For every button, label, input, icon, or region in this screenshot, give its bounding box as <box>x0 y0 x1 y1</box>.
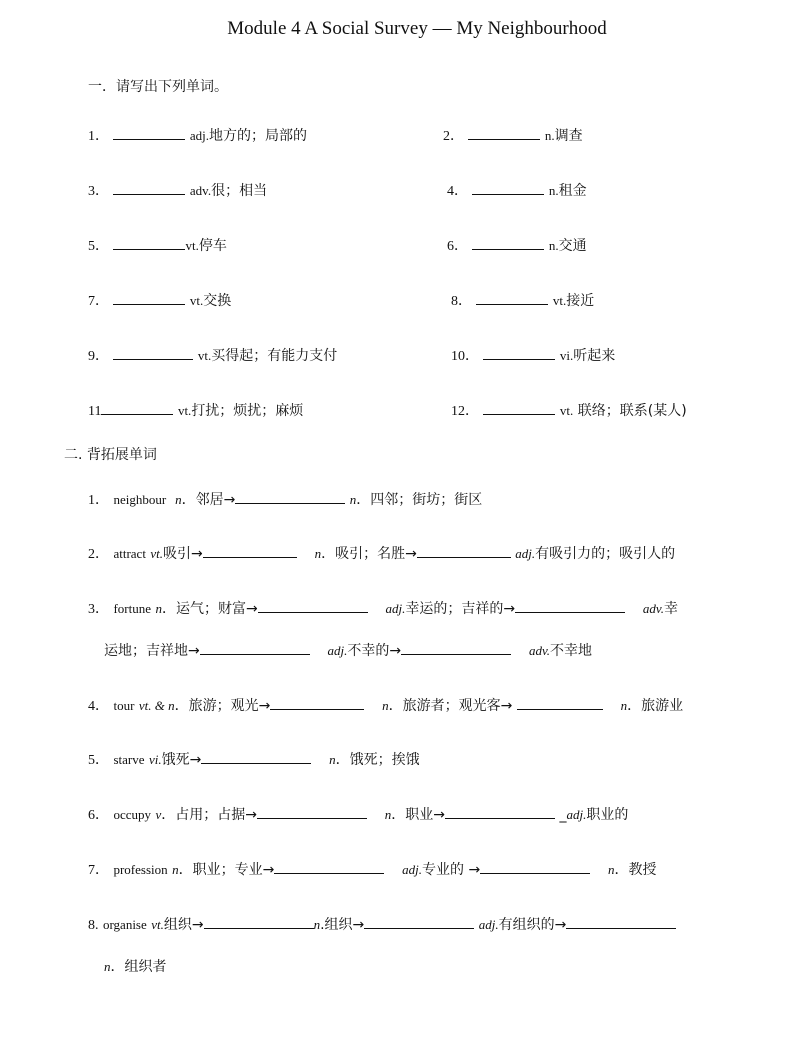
vocab-item-6: 6． n.交通 <box>447 238 587 254</box>
answer-blank[interactable] <box>274 861 384 874</box>
vocab-item-11: 11 vt.打扰；烦扰；麻烦 <box>88 403 304 419</box>
answer-blank[interactable] <box>270 697 364 710</box>
vocab-item-7: 7． vt.交换 <box>88 293 232 309</box>
answer-blank[interactable] <box>113 127 185 140</box>
answer-blank[interactable] <box>113 237 185 250</box>
answer-blank[interactable] <box>101 402 173 415</box>
answer-blank[interactable] <box>472 237 544 250</box>
vocab-item-3: 3． adv.很；相当 <box>88 183 268 199</box>
answer-blank[interactable] <box>417 545 511 558</box>
vocab-item-9: 9． vt.买得起；有能力支付 <box>88 348 338 364</box>
vocab-item-10: 10． vi.听起来 <box>451 348 616 364</box>
answer-blank[interactable] <box>257 806 367 819</box>
answer-blank[interactable] <box>203 545 297 558</box>
vocab-item-4: 4． n.租金 <box>447 183 587 199</box>
vocab-item-1: 1． adj.地方的；局部的 <box>88 128 308 144</box>
answer-blank[interactable] <box>483 347 555 360</box>
answer-blank[interactable] <box>201 751 311 764</box>
answer-blank[interactable] <box>476 292 548 305</box>
extend-item-6: 6． occupy v．占用；占据→ n．职业→ _adj.职业的 <box>88 807 629 823</box>
vocab-item-8: 8． vt.接近 <box>451 293 595 309</box>
answer-blank[interactable] <box>566 916 676 929</box>
page-title: Module 4 A Social Survey — My Neighbourhood <box>227 18 607 39</box>
answer-blank[interactable] <box>364 916 474 929</box>
extend-item-8: 8. organise vt.组织→ n.组织→ adj.有组织的→ <box>88 914 676 934</box>
extend-item-2: 2． attract vt.吸引→ n．吸引；名胜→ adj.有吸引力的；吸引人的 <box>88 546 676 562</box>
answer-blank[interactable] <box>401 642 511 655</box>
answer-blank[interactable] <box>445 806 555 819</box>
extend-item-4: 4． tour vt. & n．旅游；观光→ n．旅游者；观光客→ n．旅游业 <box>88 698 684 714</box>
answer-blank[interactable] <box>480 861 590 874</box>
vocab-item-5: 5． vt.停车 <box>88 238 227 254</box>
answer-blank[interactable] <box>113 292 185 305</box>
section-1-heading: 一．请写出下列单词。 <box>88 79 228 95</box>
answer-blank[interactable] <box>113 347 193 360</box>
answer-blank[interactable] <box>483 402 555 415</box>
extend-item-8-continued: n．组织者 <box>104 959 167 975</box>
answer-blank[interactable] <box>258 600 368 613</box>
vocab-item-12: 12． vt. 联络；联系(某人) <box>451 403 687 419</box>
extend-item-5: 5． starve vi.饿死→ n．饿死；挨饿 <box>88 752 420 768</box>
answer-blank[interactable] <box>235 491 345 504</box>
vocab-item-2: 2． n.调查 <box>443 128 583 144</box>
section-2-heading: 二. 背拓展单词 <box>64 447 157 463</box>
answer-blank[interactable] <box>468 127 540 140</box>
answer-blank[interactable] <box>517 697 603 710</box>
extend-item-7: 7． profession n．职业；专业→ adj.专业的 → n．教授 <box>88 862 657 878</box>
extend-item-3: 3． fortune n．运气；财富→ adj.幸运的；吉祥的→ adv.幸 <box>88 601 678 617</box>
extend-item-1: 1． neighbour n．邻居→ n．四邻；街坊；街区 <box>88 492 483 508</box>
answer-blank[interactable] <box>113 182 185 195</box>
answer-blank[interactable] <box>204 916 314 929</box>
extend-item-3-continued: 运地；吉祥地→ adj.不幸的→ adv.不幸地 <box>104 643 593 659</box>
answer-blank[interactable] <box>200 642 310 655</box>
answer-blank[interactable] <box>515 600 625 613</box>
answer-blank[interactable] <box>472 182 544 195</box>
